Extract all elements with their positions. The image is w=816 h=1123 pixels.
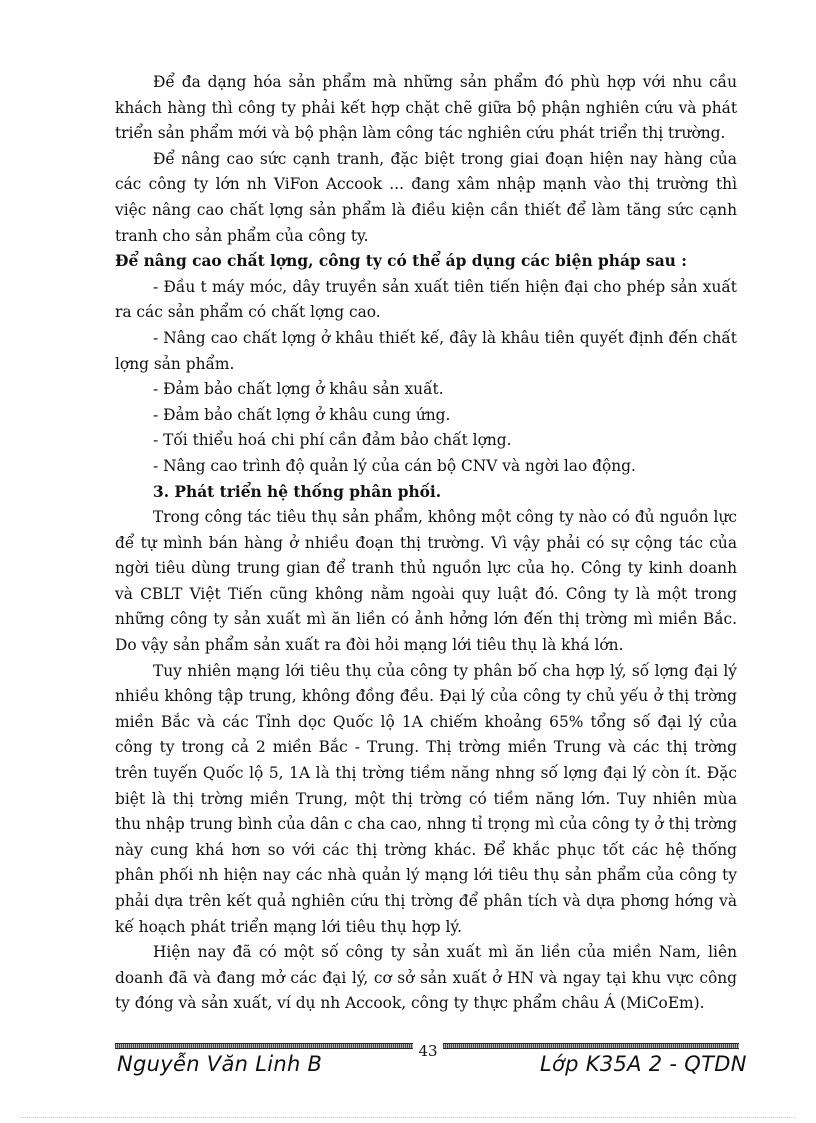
bullet-item: - Đảm bảo chất lợng ở khâu sản xuất. xyxy=(153,380,444,399)
paragraph: Để đa dạng hóa sản phẩm mà những sản phẩm đó phù hợp với nhu cầu khách hàng thì công ty phải kết hợp chặt chẽ giữa bộ phận nghiên cứu và phát triển sản phẩm mới và bộ phận làm công tác nghiên cứu phát triển thị trường. xyxy=(115,73,737,143)
page-bottom-border xyxy=(20,1117,796,1118)
footer-class: Lớp K35A 2 - QTDN xyxy=(540,1052,747,1076)
bullet-item: - Nâng cao trình độ quản lý của cán bộ CNV và ngời lao động. xyxy=(153,456,636,475)
bullet-item: - Nâng cao chất lợng ở khâu thiết kế, đây là khâu tiên quyết định đến chất lợng sản phẩm. xyxy=(115,328,737,373)
section-heading: 3. Phát triển hệ thống phân phối. xyxy=(153,482,442,501)
paragraph: Để nâng cao sức cạnh tranh, đặc biệt trong giai đoạn hiện nay hàng của các công ty lớn nh ViFon Accook ... đang xâm nhập mạnh vào thị trường thì việc nâng cao chất lợng sản phẩm là điều kiện cần thiết để làm tăng sức cạnh tranh cho sản phẩm của công ty. xyxy=(115,149,737,245)
bullet-item: - Tối thiểu hoá chi phí cần đảm bảo chất lợng. xyxy=(153,431,512,450)
footer-author: Nguyễn Văn Linh B xyxy=(117,1052,323,1076)
paragraph: Tuy nhiên mạng lới tiêu thụ của công ty phân bố cha hợp lý, số lợng đại lý nhiều không tập trung, không đồng đều. Đại lý của công ty chủ yếu ở thị trờng miền Bắc và các Tỉnh dọc Quốc lộ 1A chiếm khoảng 65% tổng số đại lý của công ty trong cả 2 miền Bắc - Trung. Thị trờng miền Trung và các thị trờng trên tuyến Quốc lộ 5, 1A là thị trờng tiềm năng nhng số lợng đại lý còn ít. Đặc biệt là thị trờng miền Trung, một thị trờng có tiềm năng lớn. Tuy nhiên mùa thu nhập trung bình của dân c cha cao, nhng tỉ trọng mì của công ty ở thị trờng này cung khá hơn so với các thị trờng khác. Để khắc phục tốt các hệ thống phân phối nh hiện nay các nhà quản lý mạng lới tiêu thụ sản phẩm của công ty phải dựa trên kết quả nghiên cứu thị trờng để phân tích và dựa phơng hớng và kế hoạch phát triển mạng lới tiêu thụ hợp lý. xyxy=(115,661,737,936)
paragraph: Hiện nay đã có một số công ty sản xuất mì ăn liền của miền Nam, liên doanh đã và đang mở các đại lý, cơ sở sản xuất ở HN và ngay tại khu vực công ty đóng và sản xuất, ví dụ nh Accook, công ty thực phẩm châu Á (MiCoEm). xyxy=(115,943,737,1013)
paragraph: Trong công tác tiêu thụ sản phẩm, không một công ty nào có đủ nguồn lực để tự mình bán hàng ở nhiều đoạn thị trường. Vì vậy phải có sự cộng tác của ngời tiêu dùng trung gian để tranh thủ nguồn lực của họ. Công ty kinh doanh và CBLT Việt Tiến cũng không nằm ngoài quy luật đó. Công ty là một trong những công ty sản xuất mì ăn liền có ảnh hởng lớn đến thị trờng mì miền Bắc. Do vậy sản phẩm sản xuất ra đòi hỏi mạng lới tiêu thụ là khá lớn. xyxy=(115,508,737,655)
page-number: 43 xyxy=(413,1042,443,1060)
bullet-item: - Đầu t máy móc, dây truyền sản xuất tiên tiến hiện đại cho phép sản xuất ra các sản phẩm có chất lợng cao. xyxy=(115,277,737,322)
body-text xyxy=(115,70,737,1017)
bold-lead-line: Để nâng cao chất lợng, công ty có thể áp dụng các biện pháp sau : xyxy=(115,252,687,271)
bullet-item: - Đảm bảo chất lợng ở khâu cung ứng. xyxy=(153,405,451,424)
